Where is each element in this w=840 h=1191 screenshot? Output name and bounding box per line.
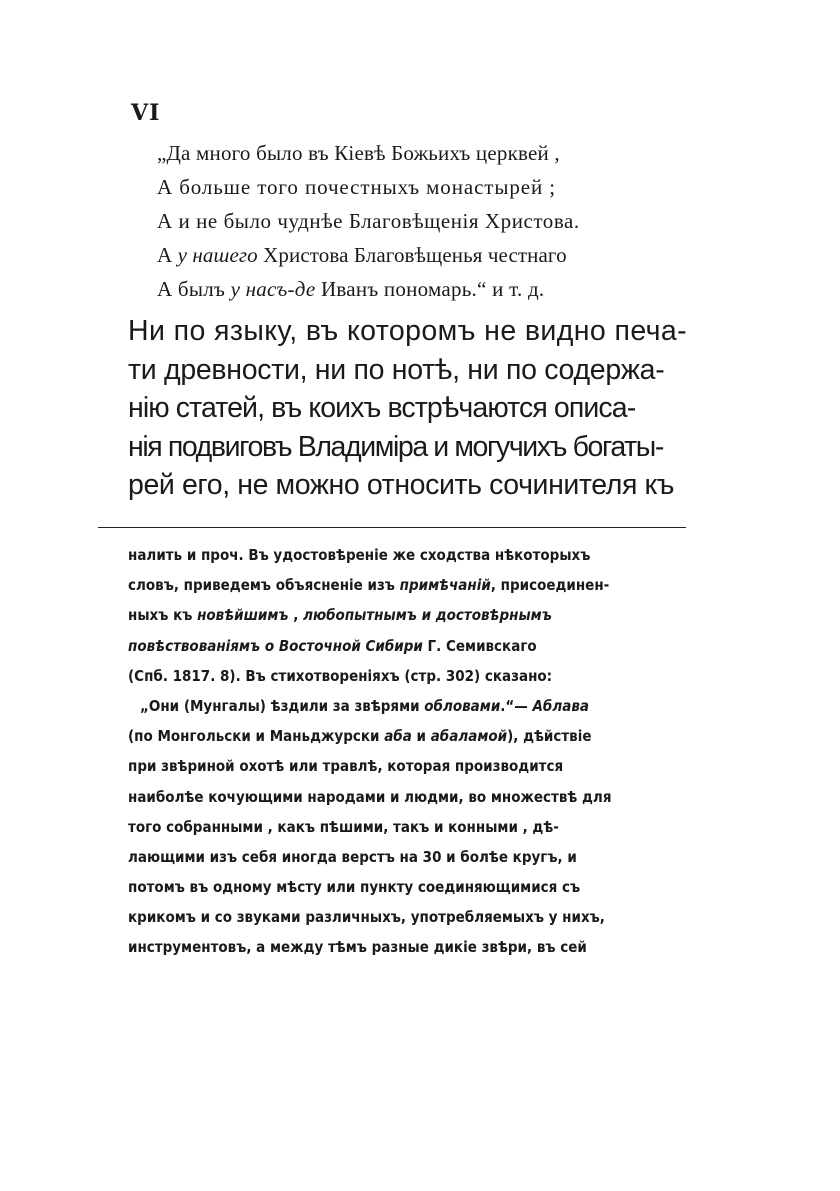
footnote-divider <box>98 527 686 528</box>
main-line <box>128 351 708 390</box>
main-text: ти древности, ни по нотѣ, ни по содержа- <box>128 353 665 386</box>
footnote-text: крикомъ и со звуками различныхъ, употребляемыхъ у нихъ, <box>128 908 605 927</box>
footnote-line <box>128 842 693 872</box>
footnote-text: лающими изъ себя иногда верстъ на 30 и болѣе кругъ, и <box>128 847 577 866</box>
main-paragraph <box>128 312 708 505</box>
verse-italic-text: у нашего <box>177 243 258 267</box>
verse-line <box>157 136 697 170</box>
footnote-italic-text: примѣчаній <box>399 576 491 595</box>
main-text: рей его, не можно относить сочинителя къ <box>128 469 675 501</box>
footnote-italic-text: Восточной <box>278 636 361 655</box>
footnote-line <box>128 782 693 812</box>
footnote-line <box>128 631 693 661</box>
footnote-text: того собранными , какъ пѣшими, такъ и конными , дѣ- <box>128 817 559 836</box>
footnote-line <box>128 812 693 842</box>
footnote-line <box>128 600 693 630</box>
verse-text: А <box>157 243 178 267</box>
footnote-line <box>128 932 693 962</box>
footnote-italic-text: Сибири <box>365 636 423 655</box>
verse-line <box>157 272 697 306</box>
footnote-italic-text: повѣствованіямъ <box>128 636 261 655</box>
footnote-text: налить и проч. Въ удостовѣреніе же сходства нѣкоторыхъ <box>128 546 591 564</box>
main-line <box>128 466 708 505</box>
verse-text: Иванъ пономарь.“ и т. д. <box>315 277 545 301</box>
verse-quote <box>157 136 697 306</box>
footnote-italic-text: достовѣрнымъ <box>435 606 552 625</box>
page-number: VI <box>131 100 161 126</box>
main-text: нія подвиговъ Владиміра и могучихъ богаты- <box>128 430 663 463</box>
main-line <box>128 428 708 467</box>
footnote-italic-text: аба <box>384 727 412 746</box>
footnote-line <box>128 570 693 600</box>
footnote-line <box>128 751 693 781</box>
footnote <box>128 540 693 963</box>
footnote-text: инструментовъ, а между тѣмъ разные дикіе звѣри, въ сей <box>128 938 587 957</box>
verse-text: Христова Благовѣщенья честнаго <box>257 243 567 267</box>
main-text: нію статей, въ коихъ встрѣчаются описа- <box>128 392 636 424</box>
footnote-text: , <box>288 606 304 625</box>
footnote-text: наиболѣе кочующими народами и людми, во множествѣ для <box>128 787 612 806</box>
footnote-line <box>128 902 693 932</box>
main-text: Ни по языку, въ которомъ не видно печа- <box>128 315 688 347</box>
verse-line <box>157 238 697 272</box>
footnote-text: потомъ въ одному мѣсту или пункту соединяющимися съ <box>128 878 581 897</box>
footnote-italic-text: новѣйшимъ <box>197 606 289 625</box>
verse-line <box>157 204 697 238</box>
footnote-italic-text: и <box>421 606 432 625</box>
footnote-text: Г. Семивскаго <box>422 636 537 655</box>
footnote-italic-text: о <box>264 636 275 655</box>
footnote-italic-text: любопытнымъ <box>303 606 417 625</box>
footnote-text: (Спб. 1817. 8). Въ стихотвореніяхъ (стр. 302) сказано: <box>128 666 553 685</box>
footnote-line <box>128 721 693 751</box>
footnote-text: ныхъ къ <box>128 606 198 625</box>
verse-text: „Да много было въ Кіевѣ Божьихъ церквей , <box>157 141 560 165</box>
footnote-italic-text: обловами <box>424 696 501 715</box>
main-line <box>128 389 708 428</box>
verse-text: А былъ <box>157 277 231 301</box>
footnote-text: (по Монгольски и Маньджурски <box>128 727 385 746</box>
main-line <box>128 312 708 351</box>
footnote-text: , присоединен- <box>490 576 610 595</box>
footnote-line <box>128 540 693 570</box>
footnote-line <box>128 691 693 721</box>
footnote-italic-text: абаламой <box>430 727 508 746</box>
footnote-italic-text: Аблава <box>532 696 589 715</box>
footnote-line <box>128 872 693 902</box>
footnote-text: и <box>411 727 431 746</box>
verse-text: А и не было чуднѣе Благовѣщенія Христова. <box>157 209 580 233</box>
footnote-text: при звѣриной охотѣ или травлѣ, которая производится <box>128 757 564 776</box>
verse-line <box>157 170 697 204</box>
footnote-line <box>128 661 693 691</box>
footnote-text: .“— <box>500 696 533 715</box>
footnote-text: „Они (Мунгалы) ѣздили за звѣрями <box>140 696 425 715</box>
verse-italic-text: у насъ-де <box>230 277 316 301</box>
footnote-text: ), дѣйствіе <box>507 727 592 746</box>
verse-text: А больше того почестныхъ монастырей ; <box>157 175 557 199</box>
footnote-text: словъ, приведемъ объясненіе изъ <box>128 576 400 595</box>
